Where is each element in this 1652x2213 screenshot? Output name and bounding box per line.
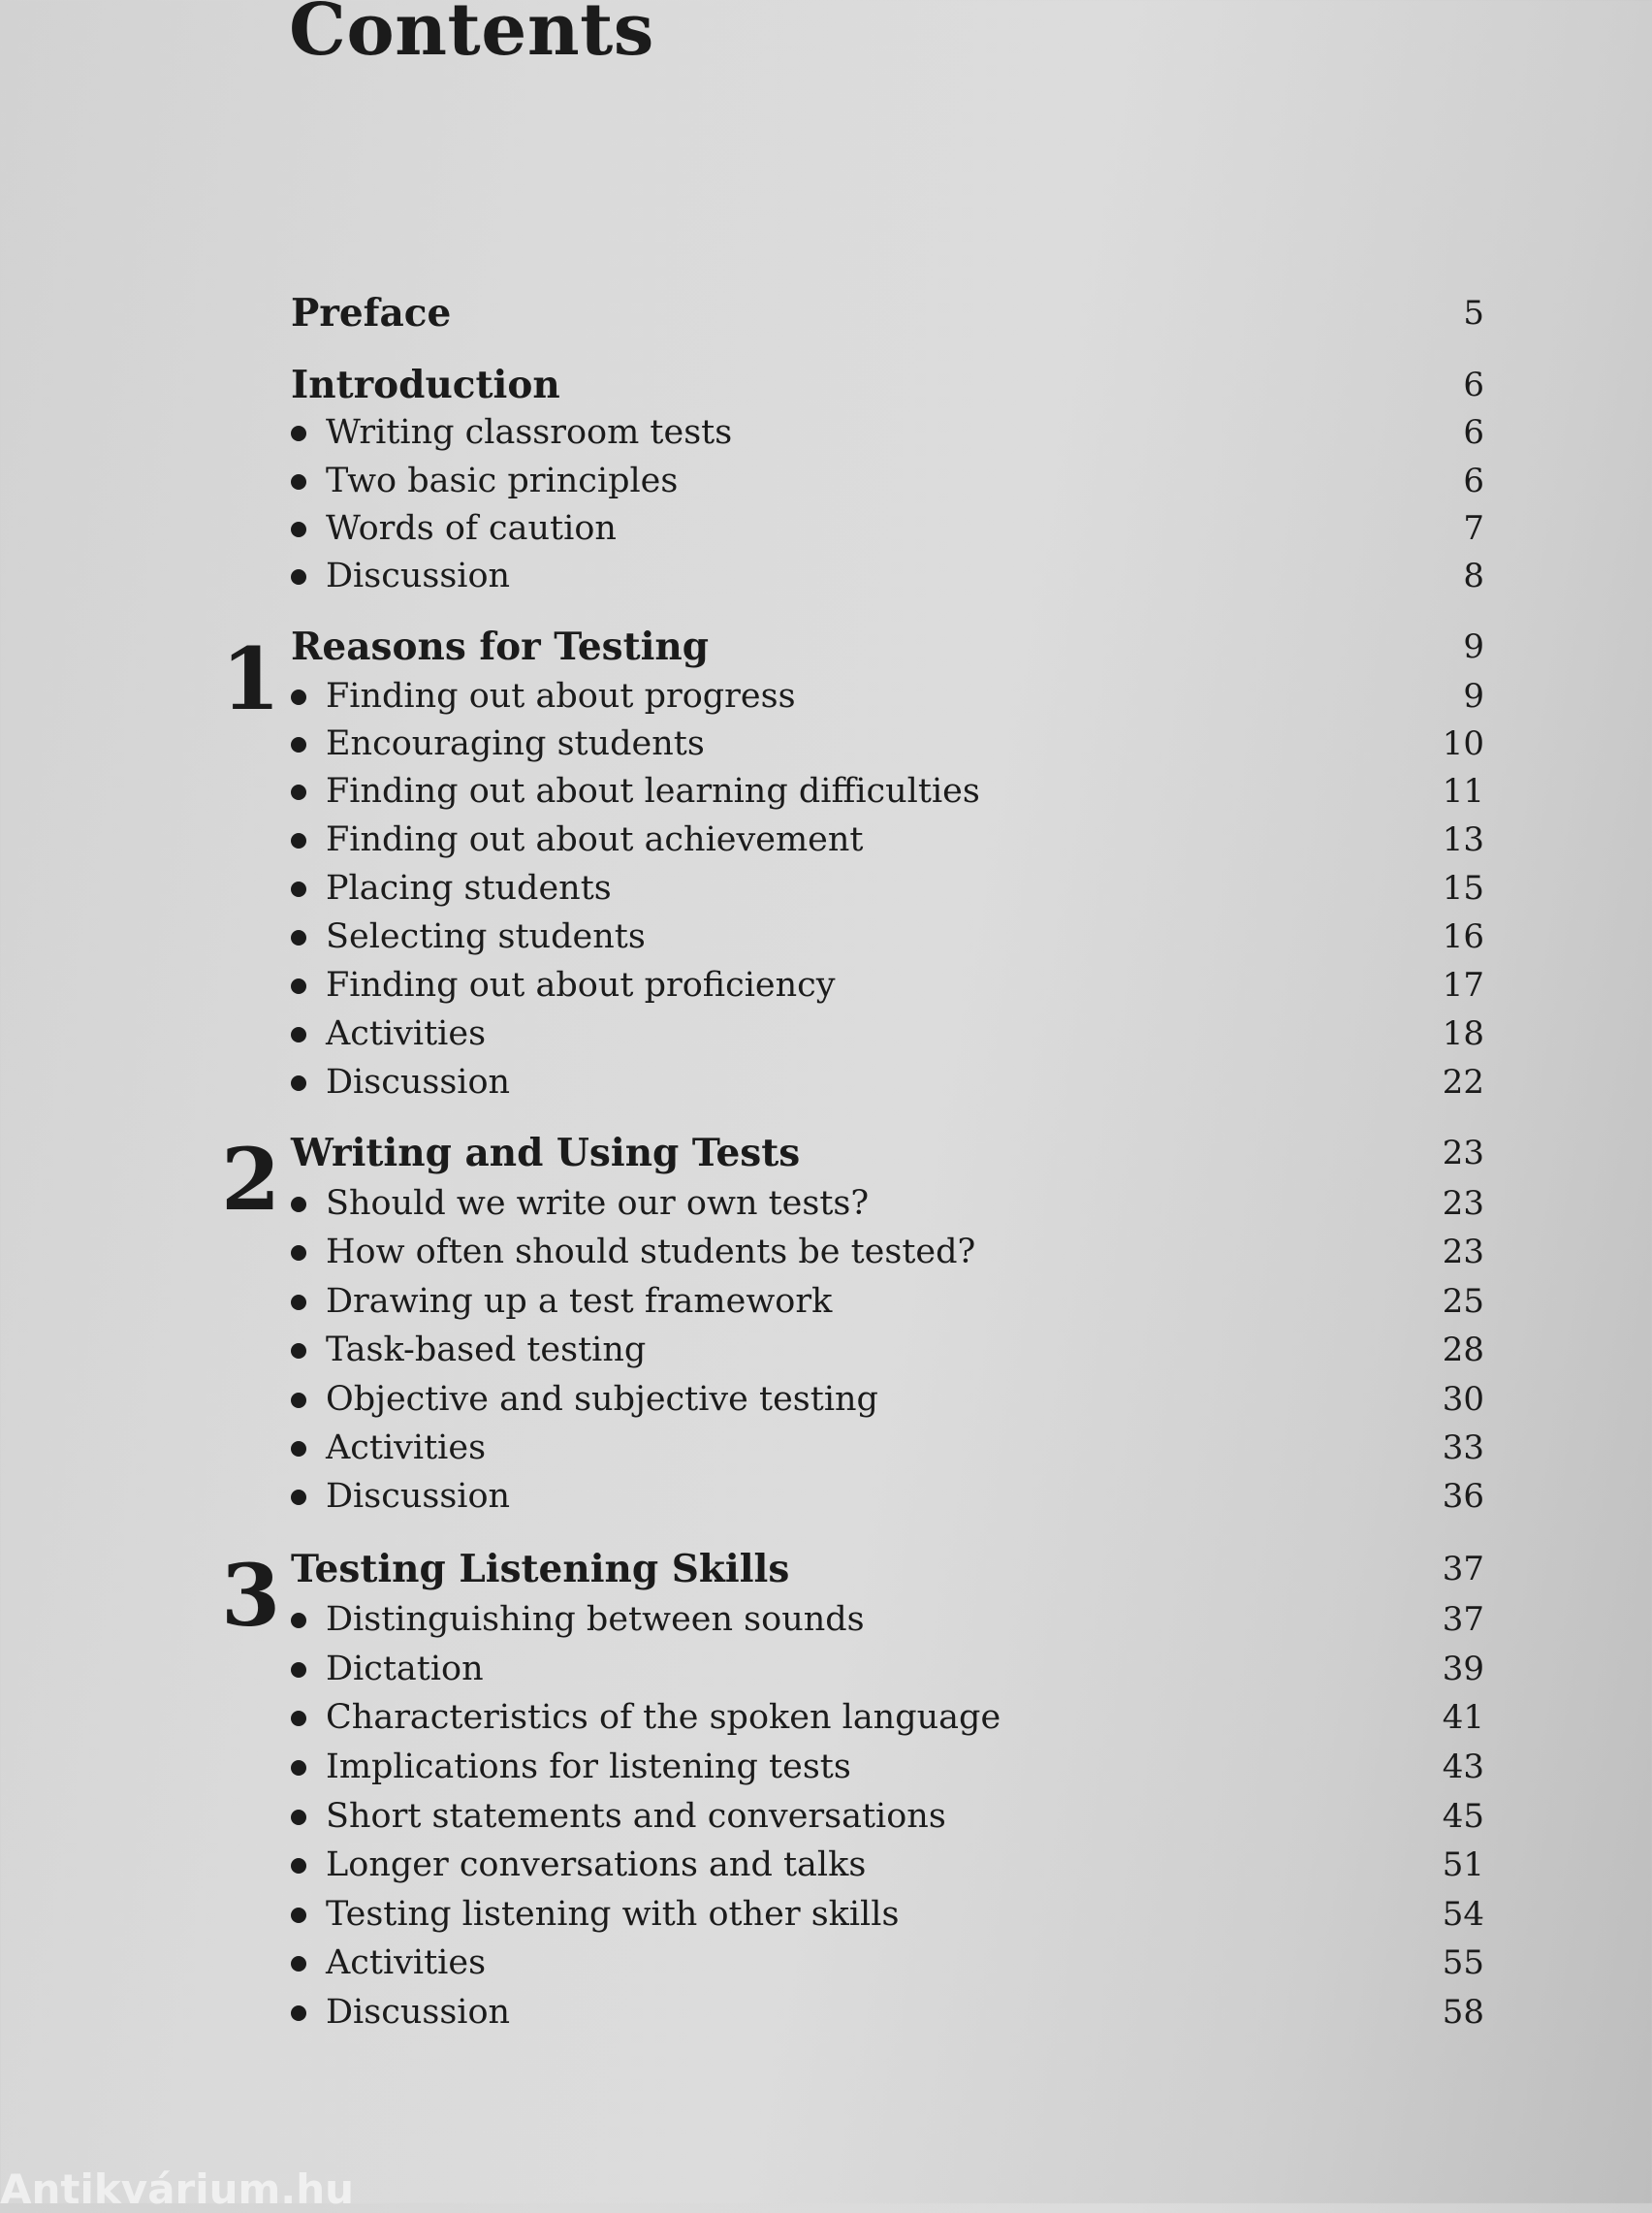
toc-item — [0, 767, 1652, 816]
toc-item-page: 16 — [1442, 917, 1484, 956]
toc-item-page: 15 — [1442, 869, 1484, 908]
toc-item — [0, 864, 1652, 913]
toc-item-label: Short statements and conversations — [326, 1797, 946, 1836]
toc-item — [0, 408, 1652, 457]
bullet-icon — [291, 737, 306, 753]
toc-item-page: 37 — [1442, 1600, 1484, 1639]
toc-item-label: Objective and subjective testing — [326, 1380, 878, 1419]
section-heading: Preface — [291, 291, 452, 336]
toc-item-page: 39 — [1442, 1650, 1484, 1688]
toc-item — [0, 504, 1652, 553]
toc-item-label: Words of caution — [326, 509, 617, 548]
bullet-icon — [291, 785, 306, 800]
toc-item — [0, 672, 1652, 721]
bullet-icon — [291, 1343, 306, 1359]
toc-item-label: Dictation — [326, 1650, 484, 1688]
section-page-number: 5 — [1463, 294, 1484, 333]
toc-item — [0, 1841, 1652, 1889]
bullet-icon — [291, 1393, 306, 1408]
bullet-icon — [291, 522, 306, 537]
bullet-icon — [291, 1613, 306, 1628]
toc-item-page: 6 — [1463, 413, 1484, 452]
toc-item-label: Activities — [326, 1943, 487, 1982]
toc-item-page: 8 — [1463, 557, 1484, 595]
section-heading: Reasons for Testing — [291, 625, 710, 669]
toc-item-page: 17 — [1442, 966, 1484, 1005]
toc-item — [0, 1472, 1652, 1521]
chapter-number: 1 — [221, 628, 281, 729]
toc-item-page: 10 — [1442, 724, 1484, 763]
bullet-icon — [291, 833, 306, 849]
toc-item-label: Two basic principles — [326, 462, 679, 500]
bullet-icon — [291, 2005, 306, 2021]
section-heading: Writing and Using Tests — [291, 1131, 801, 1175]
toc-item-label: Finding out about proficiency — [326, 966, 836, 1005]
toc-item-page: 36 — [1442, 1477, 1484, 1516]
toc-item-page: 23 — [1442, 1184, 1484, 1223]
toc-item-page: 41 — [1442, 1698, 1484, 1737]
bullet-icon — [291, 1956, 306, 1972]
toc-item-page: 11 — [1442, 772, 1484, 811]
bullet-icon — [291, 569, 306, 585]
bullet-icon — [291, 690, 306, 705]
toc-item — [0, 1988, 1652, 2037]
toc-item-page: 33 — [1442, 1428, 1484, 1467]
toc-item-page: 51 — [1442, 1845, 1484, 1884]
bullet-icon — [291, 426, 306, 441]
chapter-number: 2 — [221, 1129, 281, 1230]
bullet-icon — [291, 1662, 306, 1678]
chapter-number: 3 — [221, 1545, 281, 1646]
toc-item-label: Characteristics of the spoken language — [326, 1698, 1001, 1737]
toc-item-page: 23 — [1442, 1233, 1484, 1271]
section-heading: Testing Listening Skills — [291, 1547, 790, 1591]
toc-item-label: Selecting students — [326, 917, 646, 956]
toc-item — [0, 1939, 1652, 1987]
toc-item — [0, 552, 1652, 600]
bullet-icon — [291, 1441, 306, 1457]
toc-item-label: Testing listening with other skills — [326, 1895, 900, 1934]
toc-item — [0, 1693, 1652, 1742]
bullet-icon — [291, 1027, 306, 1042]
toc-item — [0, 1228, 1652, 1276]
bullet-icon — [291, 1908, 306, 1923]
bullet-icon — [291, 1295, 306, 1310]
toc-section-chapter-2 — [0, 1129, 1652, 1177]
toc-item — [0, 1058, 1652, 1106]
toc-item-label: Discussion — [326, 1477, 511, 1516]
toc-item — [0, 1595, 1652, 1644]
toc-item-page: 28 — [1442, 1331, 1484, 1369]
toc-item — [0, 1792, 1652, 1841]
toc-section-chapter-3 — [0, 1545, 1652, 1593]
section-page-number: 23 — [1442, 1134, 1484, 1172]
toc-item-label: Finding out about progress — [326, 677, 796, 716]
toc-item — [0, 1424, 1652, 1472]
toc-item — [0, 816, 1652, 864]
section-page-number: 37 — [1442, 1550, 1484, 1588]
bullet-icon — [291, 1760, 306, 1776]
toc-item-page: 22 — [1442, 1063, 1484, 1102]
watermark-text: Antikvárium.hu — [0, 2165, 355, 2213]
page-title: Contents — [289, 0, 654, 72]
toc-item-page: 58 — [1442, 1993, 1484, 2032]
toc-item — [0, 1010, 1652, 1058]
toc-item — [0, 457, 1652, 505]
toc-item — [0, 1326, 1652, 1374]
toc-item — [0, 720, 1652, 768]
bullet-icon — [291, 1858, 306, 1874]
toc-item-label: Drawing up a test framework — [326, 1282, 833, 1321]
toc-item-label: Activities — [326, 1428, 487, 1467]
toc-item-page: 45 — [1442, 1797, 1484, 1836]
toc-item-page: 54 — [1442, 1895, 1484, 1934]
bullet-icon — [291, 930, 306, 946]
toc-item-page: 55 — [1442, 1943, 1484, 1982]
toc-item — [0, 913, 1652, 961]
toc-item-label: Longer conversations and talks — [326, 1845, 867, 1884]
toc-item-label: Activities — [326, 1014, 487, 1053]
toc-item-label: Encouraging students — [326, 724, 705, 763]
toc-item — [0, 1179, 1652, 1228]
toc-item-page: 13 — [1442, 820, 1484, 859]
toc-section-preface — [0, 289, 1652, 337]
toc-item-page: 7 — [1463, 509, 1484, 548]
bullet-icon — [291, 1075, 306, 1091]
toc-item — [0, 1743, 1652, 1791]
section-heading: Introduction — [291, 363, 560, 407]
toc-item-page: 25 — [1442, 1282, 1484, 1321]
bullet-icon — [291, 474, 306, 490]
toc-item-label: Discussion — [326, 1993, 511, 2032]
section-page-number: 6 — [1463, 366, 1484, 404]
toc-item-label: Discussion — [326, 1063, 511, 1102]
toc-item-label: Task-based testing — [326, 1331, 647, 1369]
toc-item — [0, 1890, 1652, 1939]
toc-item-page: 9 — [1463, 677, 1484, 716]
toc-item-label: Discussion — [326, 557, 511, 595]
toc-item — [0, 1375, 1652, 1424]
toc-item-label: Distinguishing between sounds — [326, 1600, 865, 1639]
toc-item-page: 30 — [1442, 1380, 1484, 1419]
toc-item-label: How often should students be tested? — [326, 1233, 976, 1271]
toc-item-page: 43 — [1442, 1748, 1484, 1786]
bullet-icon — [291, 1245, 306, 1261]
toc-item-label: Writing classroom tests — [326, 413, 733, 452]
toc-item-label: Finding out about learning difficulties — [326, 772, 980, 811]
bullet-icon — [291, 1490, 306, 1505]
bullet-icon — [291, 882, 306, 897]
toc-item-page: 18 — [1442, 1014, 1484, 1053]
toc-item-label: Finding out about achievement — [326, 820, 864, 859]
bullet-icon — [291, 978, 306, 994]
bullet-icon — [291, 1197, 306, 1212]
toc-item — [0, 961, 1652, 1010]
bullet-icon — [291, 1711, 306, 1726]
bullet-icon — [291, 1810, 306, 1825]
toc-section-chapter-1 — [0, 623, 1652, 671]
toc-item — [0, 1277, 1652, 1326]
toc-item — [0, 1645, 1652, 1693]
toc-section-introduction — [0, 361, 1652, 409]
toc-item-label: Implications for listening tests — [326, 1748, 851, 1786]
toc-item-label: Should we write our own tests? — [326, 1184, 870, 1223]
toc-item-page: 6 — [1463, 462, 1484, 500]
toc-item-label: Placing students — [326, 869, 612, 908]
section-page-number: 9 — [1463, 627, 1484, 666]
